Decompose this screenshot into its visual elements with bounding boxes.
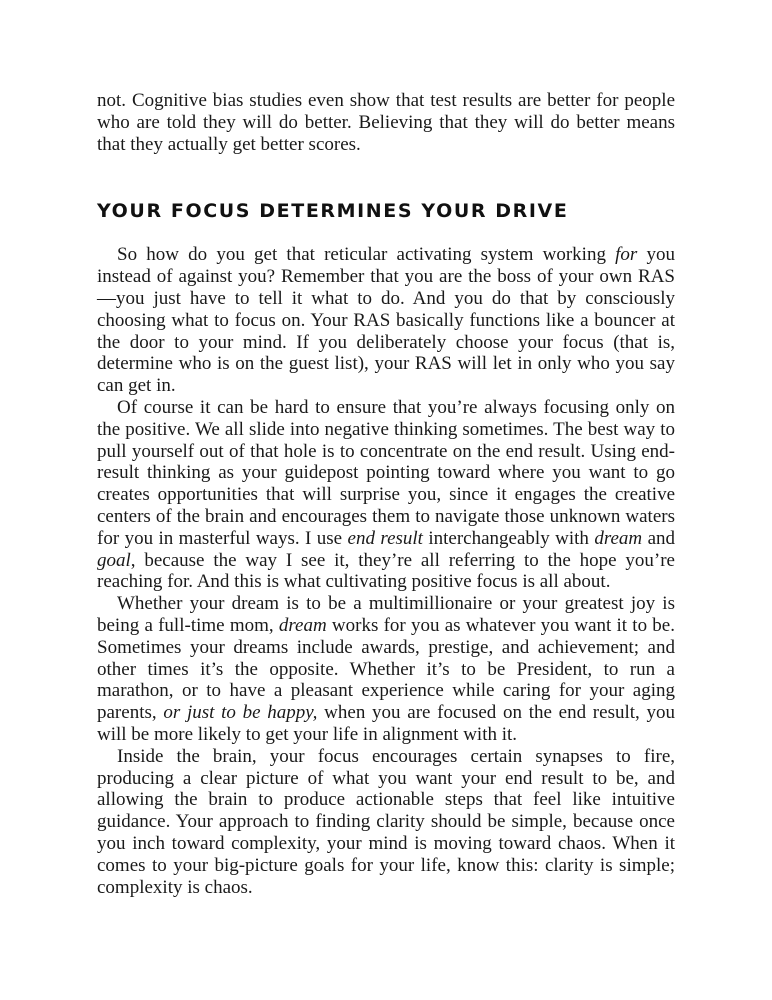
- p3-italic-or-just-to-be-happy: or just to be happy,: [163, 702, 318, 724]
- p2-italic-end-result: end result: [347, 527, 423, 549]
- p3-text-e: when you are focused on the end result, you will be more likely to get your life in alignment with it.: [97, 702, 675, 745]
- paragraph-2: [97, 397, 675, 593]
- p2-italic-goal: goal: [97, 549, 131, 571]
- p3-text-c: works for you as whatever you want it to be. Sometimes your dreams include awards, prestige, and achievement; and other times it’s the opposite. Whether it’s to be President, to run a marathon, or to have a pleasant experience while caring for your aging parents,: [97, 614, 675, 724]
- p2-italic-dream: dream: [594, 527, 643, 549]
- p2-text-c: interchangeably with: [422, 527, 595, 549]
- p3-text-a: Whether your dream is to be a multimillionaire or your greatest joy is being a full-time mom,: [97, 593, 675, 636]
- p2-text-e: and: [642, 527, 676, 549]
- p1-text-c: you instead of against you? Remember that you are the boss of your own RAS —you just have to tell it what to do. And you do that by consciously choosing what to focus on. Your RAS basically functions like a bouncer at the door to your mind. If you deliberately choose your focus (that is, determine who is on the guest list), your RAS will let in only who you say can get in.: [97, 244, 675, 397]
- book-page: [97, 90, 675, 898]
- paragraph-1: [97, 244, 675, 397]
- p3-italic-dream: dream: [278, 614, 327, 636]
- intro-paragraph: not. Cognitive bias studies even show that test results are better for people who are told they will do better. Believing that they will do better means that they actually get better scores.: [97, 90, 675, 155]
- p1-italic-for: for: [615, 244, 638, 266]
- section-heading: YOUR FOCUS DETERMINES YOUR DRIVE: [97, 200, 569, 223]
- paragraph-3: [97, 593, 675, 746]
- p2-text-g: , because the way I see it, they’re all referring to the hope you’re reaching for. And this is what cultivating positive focus is all about.: [97, 549, 675, 593]
- paragraph-4: Inside the brain, your focus encourages certain synapses to fire, producing a clear picture of what you want your end result to be, and allowing the brain to produce actionable steps that feel like intuitive guidance. Your approach to finding clarity should be simple, because once you inch toward complexity, your mind is moving toward chaos. When it comes to your big-picture goals for your life, know this: clarity is simple; complexity is chaos.: [97, 745, 675, 898]
- p1-text-a: So how do you get that reticular activating system working: [117, 244, 616, 266]
- p2-text-a: Of course it can be hard to ensure that you’re always focusing only on the positive. We all slide into negative thinking sometimes. The best way to pull yourself out of that hole is to concentrate on the end result. Using end-result thinking as your guidepost pointing toward where you want to go creates opportunities that will surprise you, since it engages the creative centers of the brain and encourages them to navigate those unknown waters for you in masterful ways. I use: [97, 396, 675, 549]
